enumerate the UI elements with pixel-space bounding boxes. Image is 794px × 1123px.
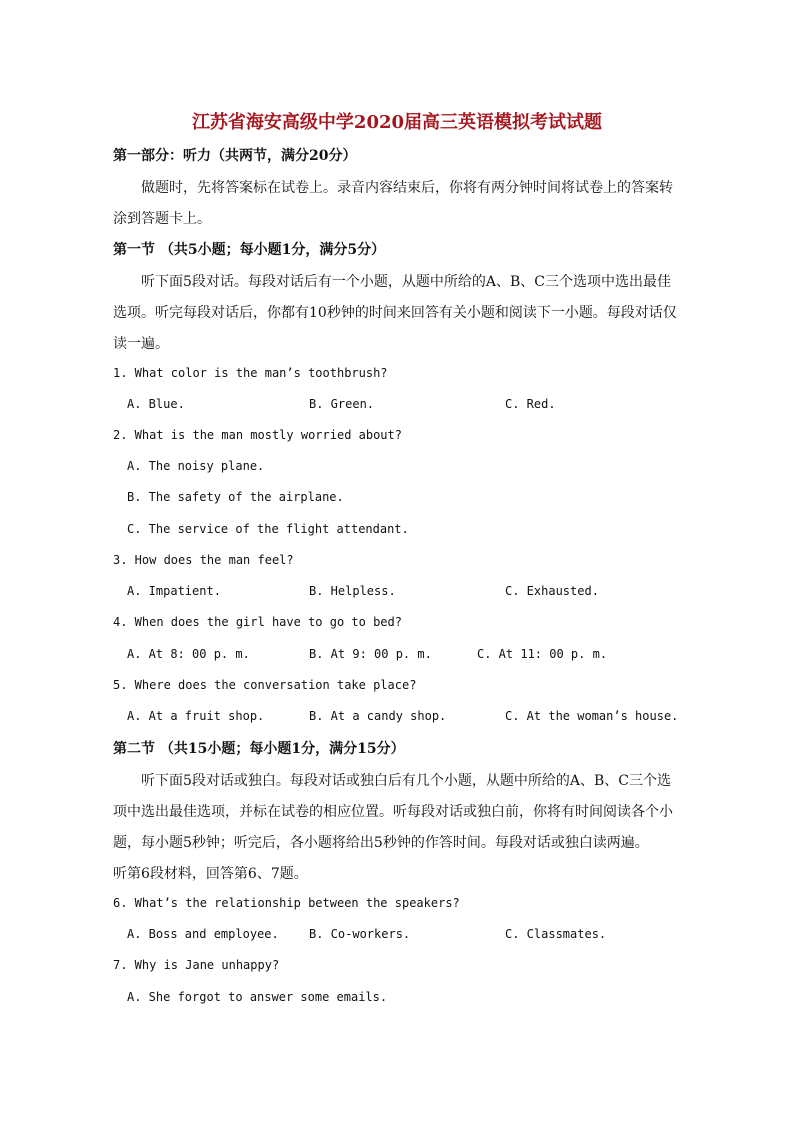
part1-instructions-line1: 做题时，先将答案标在试卷上。录音内容结束后，你将有两分钟时间将试卷上的答案转	[141, 180, 673, 196]
part1-heading: 第一部分：听力（共两节，满分20分）	[113, 148, 357, 164]
section1-instructions-line3: 读一遍。	[113, 336, 169, 352]
question-2: 2. What is the man mostly worried about?	[113, 428, 402, 442]
q3-option-b: B. Helpless.	[309, 584, 396, 598]
q2-option-b: B. The safety of the airplane.	[127, 490, 344, 504]
q2-option-a: A. The noisy plane.	[127, 459, 265, 473]
question-5: 5. Where does the conversation take place?	[113, 678, 417, 692]
section1-instructions-line1: 听下面5段对话。每段对话后有一个小题，从题中所给的A、B、C三个选项中选出最佳	[141, 274, 672, 290]
question-6: 6. What’s the relationship between the speakers?	[113, 896, 460, 910]
section2-instructions-line3: 题，每小题5秒钟；听完后，各小题将给出5秒钟的作答时间。每段对话或独白读两遍。	[113, 835, 649, 851]
page-title: 江苏省海安高级中学2020届高三英语模拟考试试题	[191, 112, 603, 133]
q4-option-a: A. At 8: 00 p. m.	[127, 647, 250, 661]
q5-option-c: C. At the woman’s house.	[505, 709, 679, 723]
q2-option-c: C. The service of the flight attendant.	[127, 522, 409, 536]
q6-option-c: C. Classmates.	[505, 927, 607, 941]
part1-instructions-line2: 涂到答题卡上。	[113, 211, 211, 227]
q3-option-a: A. Impatient.	[127, 584, 221, 598]
q4-option-b: B. At 9: 00 p. m.	[309, 647, 432, 661]
section2-instructions-line2: 项中选出最佳选项，并标在试卷的相应位置。听每段对话或独白前，你将有时间阅读各个小	[113, 804, 673, 820]
section2-heading: 第二节 （共15小题；每小题1分，满分15分）	[113, 741, 405, 757]
q5-option-b: B. At a candy shop.	[309, 709, 447, 723]
q6-option-a: A. Boss and employee.	[127, 927, 279, 941]
q7-option-a: A. She forgot to answer some emails.	[127, 990, 388, 1004]
question-4: 4. When does the girl have to go to bed?	[113, 615, 402, 629]
section1-instructions-line2: 选项。听完每段对话后，你都有10秒钟的时间来回答有关小题和阅读下一小题。每段对话仅	[113, 305, 677, 321]
q1-option-c: C. Red.	[505, 397, 556, 411]
question-7: 7. Why is Jane unhappy?	[113, 958, 280, 972]
q4-option-c: C. At 11: 00 p. m.	[477, 647, 608, 661]
section2-instructions-line1: 听下面5段对话或独白。每段对话或独白后有几个小题，从题中所给的A、B、C三个选	[141, 773, 672, 789]
question-1: 1. What color is the man’s toothbrush?	[113, 366, 388, 380]
section1-heading: 第一节 （共5小题；每小题1分，满分5分）	[113, 242, 386, 258]
q5-option-a: A. At a fruit shop.	[127, 709, 265, 723]
q1-option-b: B. Green.	[309, 397, 375, 411]
q6-option-b: B. Co-workers.	[309, 927, 411, 941]
q3-option-c: C. Exhausted.	[505, 584, 599, 598]
q1-option-a: A. Blue.	[127, 397, 185, 411]
material-6-note: 听第6段材料，回答第6、7题。	[113, 866, 308, 882]
question-3: 3. How does the man feel?	[113, 553, 294, 567]
